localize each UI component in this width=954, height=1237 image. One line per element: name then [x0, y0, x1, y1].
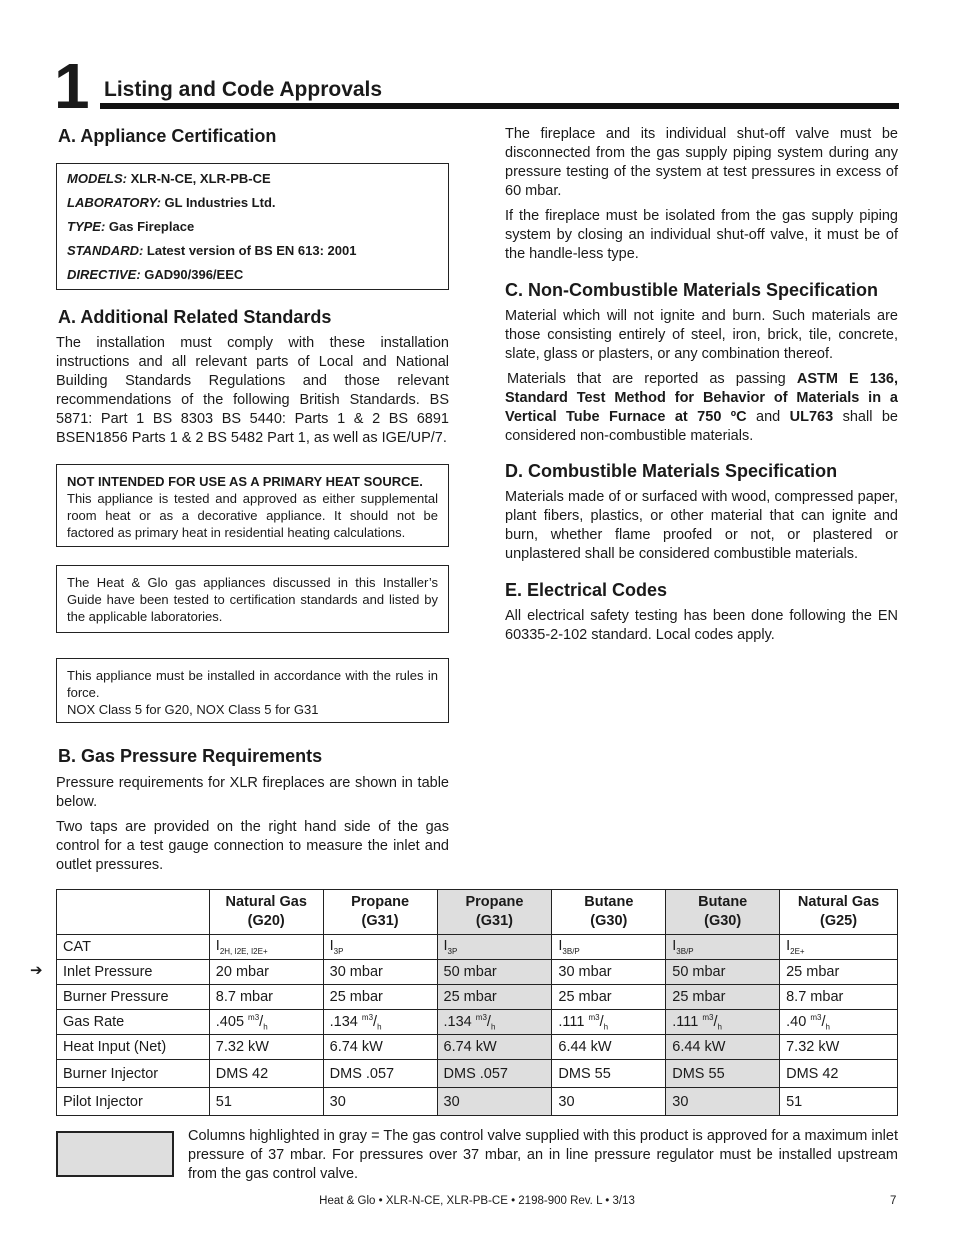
table-cell: $I_{3B/P}$ — [552, 935, 666, 960]
table-cell: DMS 55 — [666, 1060, 780, 1088]
cert-value: GL Industries Ltd. — [160, 195, 276, 210]
gas-pressure-table — [56, 889, 898, 1116]
cert-line — [67, 215, 438, 239]
notice-nox-text: NOX Class 5 for G20, NOX Class 5 for G31 — [67, 702, 319, 717]
column-header — [780, 890, 898, 935]
cert-box — [56, 163, 449, 290]
cert-line — [67, 263, 438, 287]
table-row — [57, 985, 898, 1010]
related-text: The installation must comply with these installation instructions and all relevant parts of Local and National Building Standards Regulations and those relevant recommendations of the following British Standards. BS 5871: Part 1 BS 8303 BS 5440: Parts 1 & 2 BS 6891 BSEN1856 Parts 1 & 2 BS 5482 Part 1, as well as IGE/UP/7. — [56, 335, 449, 446]
cert-label: STANDARD: — [67, 243, 144, 258]
noncomb-heading: C. Non-Combustible Materials Specification — [505, 280, 879, 300]
cert-heading: A. Appliance Certification — [58, 126, 277, 146]
cat-subscript: 3P — [447, 946, 458, 956]
column-header — [666, 890, 780, 935]
table-cell: 50 mbar — [666, 960, 780, 985]
table-cell: 7.32 kW — [780, 1035, 898, 1060]
table-cell: 6.74 kW — [323, 1035, 437, 1060]
rate-unit-top: m3 — [588, 1012, 600, 1022]
column-gas-code: (G25) — [820, 913, 858, 929]
chapter-number: 1 — [54, 50, 88, 122]
cert-value: XLR-N-CE, XLR-PB-CE — [126, 171, 271, 186]
cat-subscript: 2E+ — [790, 946, 805, 956]
table-cell: 7.32 kW — [209, 1035, 323, 1060]
table-cell: 6.74 kW — [437, 1035, 552, 1060]
footer-text: Heat & Glo • XLR-N-CE, XLR-PB-CE • 2198-900 Rev. L • 3/13 — [319, 1195, 635, 1207]
rate-unit-bottom: h — [263, 1022, 268, 1032]
elec-text: All electrical safety testing has been done following the EN 60335-2-102 standard. Local codes apply. — [505, 608, 898, 643]
table-cell: .134 $^{m3}/_h$ — [437, 1010, 552, 1035]
cert-label: TYPE: — [67, 219, 106, 234]
cat-subscript: 3B/P — [676, 946, 694, 956]
rate-unit-top: m3 — [475, 1012, 487, 1022]
cert-value: Gas Fireplace — [105, 219, 195, 234]
table-row — [57, 935, 898, 960]
arrow-icon: ➔ — [30, 962, 43, 979]
rate-unit-top: m3 — [702, 1012, 714, 1022]
gas-text-1: Pressure requirements for XLR fireplaces are shown in table below. — [56, 775, 449, 810]
gas-rate-value: .134 — [443, 1013, 472, 1030]
table-cell: 25 mbar — [780, 960, 898, 985]
rate-unit-bottom: h — [377, 1022, 382, 1032]
table-cell: 30 — [323, 1088, 437, 1116]
page-number: 7 — [890, 1195, 897, 1207]
row-label: Pilot Injector — [57, 1088, 210, 1116]
comb-heading: D. Combustible Materials Specification — [505, 461, 838, 481]
shutoff-text-2: If the fireplace must be isolated from the gas supply piping system by closing an individual shut-off valve, it must be of the handle-less type. — [505, 208, 898, 262]
table-cell: DMS .057 — [437, 1060, 552, 1088]
table-cell: .111 $^{m3}/_h$ — [552, 1010, 666, 1035]
column-gas-code: (G31) — [475, 913, 513, 929]
legend-text: Columns highlighted in gray = The gas control valve supplied with this product is approved for a maximum inlet pressure of 37 mbar. For pressures over 37 mbar, an in line pressure regulator must be installed upstream from the gas control valve. — [188, 1128, 898, 1182]
table-cell: 8.7 mbar — [780, 985, 898, 1010]
rate-unit-top: m3 — [361, 1012, 374, 1022]
cert-label: LABORATORY: — [67, 195, 161, 210]
notice-certification — [56, 565, 449, 633]
table-cell: 51 — [780, 1088, 898, 1116]
table-cell: $I_{3B/P}$ — [666, 935, 780, 960]
notice-certification-text: The Heat & Glo gas appliances discussed in this Installer’s Guide have been tested to certification standards and listed by the applicable laboratories. — [67, 575, 438, 624]
table-cell: 50 mbar — [437, 960, 552, 985]
table-cell: 6.44 kW — [666, 1035, 780, 1060]
row-label: Heat Input (Net) — [57, 1035, 210, 1060]
table-cell: 6.44 kW — [552, 1035, 666, 1060]
table-cell: 30 mbar — [323, 960, 437, 985]
gas-rate-value: .111 — [672, 1013, 699, 1030]
rate-unit-top: m3 — [248, 1012, 260, 1022]
cert-value: Latest version of BS EN 613: 2001 — [143, 243, 357, 258]
row-label: CAT — [57, 935, 210, 960]
cat-subscript: 3B/P — [562, 946, 580, 956]
notice-primary-heat — [56, 464, 449, 547]
cert-label: MODELS: — [67, 171, 127, 186]
table-cell: DMS 42 — [780, 1060, 898, 1088]
column-header — [552, 890, 666, 935]
table-cell: 8.7 mbar — [209, 985, 323, 1010]
table-cell: $I_{3P}$ — [437, 935, 552, 960]
table-cell: 25 mbar — [552, 985, 666, 1010]
shutoff-text-1: The fireplace and its individual shut-off valve must be disconnected from the gas supply piping system during any pressure testing of the system at test pressures in excess of 60 mbar. — [505, 126, 898, 199]
table-cell: 25 mbar — [323, 985, 437, 1010]
cat-subscript: 3P — [333, 946, 344, 956]
table-cell: 30 — [666, 1088, 780, 1116]
notice-installation-text: This appliance must be installed in accordance with the rules in force. — [67, 668, 438, 700]
column-gas-name: Propane — [465, 894, 524, 910]
rate-unit-top: m3 — [810, 1012, 822, 1022]
table-row — [57, 1035, 898, 1060]
elec-heading: E. Electrical Codes — [505, 580, 668, 600]
table-cell: DMS 55 — [552, 1060, 666, 1088]
cert-value: GAD90/396/EEC — [140, 267, 244, 282]
row-label: Burner Pressure — [57, 985, 210, 1010]
gas-rate-value: .405 — [215, 1013, 245, 1030]
gas-rate-value: .111 — [558, 1013, 585, 1030]
cat-subscript: 2H, I2E, I2E+ — [219, 946, 268, 956]
gas-rate-value: .134 — [329, 1013, 358, 1030]
row-label: Gas Rate — [57, 1010, 210, 1035]
table-cell: DMS .057 — [323, 1060, 437, 1088]
rate-unit-bottom: h — [825, 1022, 830, 1032]
table-cell: 30 mbar — [552, 960, 666, 985]
gas-heading: B. Gas Pressure Requirements — [58, 746, 323, 766]
row-label: Inlet Pressure — [57, 960, 210, 985]
gas-rate-value: .40 — [786, 1013, 807, 1030]
table-cell: 30 — [552, 1088, 666, 1116]
table-cell: .40 $^{m3}/_h$ — [780, 1010, 898, 1035]
rate-unit-bottom: h — [717, 1022, 722, 1032]
table-cell: $I_{3P}$ — [323, 935, 437, 960]
column-header — [209, 890, 323, 935]
notice-primary-heat-text: This appliance is tested and approved as either supplemental room heat or as a decorative appliance. It should not be factored as primary heat in residential heating calculations. — [67, 491, 438, 540]
table-cell: $I_{2E+}$ — [780, 935, 898, 960]
notice-primary-heat-title: NOT INTENDED FOR USE AS A PRIMARY HEAT SOURCE. — [67, 474, 423, 489]
table-cell: .111 $^{m3}/_h$ — [666, 1010, 780, 1035]
related-heading: A. Additional Related Standards — [58, 307, 332, 327]
table-cell: 25 mbar — [666, 985, 780, 1010]
table-cell: 20 mbar — [209, 960, 323, 985]
cert-label: DIRECTIVE: — [67, 267, 141, 282]
table-corner-cell — [57, 890, 210, 935]
table-row — [57, 1010, 898, 1035]
table-cell: 30 — [437, 1088, 552, 1116]
cert-line — [67, 239, 438, 263]
column-gas-code: (G30) — [590, 913, 628, 929]
rate-unit-bottom: h — [490, 1022, 496, 1032]
table-cell: .134 $^{m3}/_h$ — [323, 1010, 437, 1035]
table-cell: $I_{2H, I2E, I2E+}$ — [209, 935, 323, 960]
column-gas-name: Natural Gas — [797, 894, 880, 910]
row-label: Burner Injector — [57, 1060, 210, 1088]
column-header — [437, 890, 552, 935]
column-gas-code: (G20) — [247, 913, 285, 929]
column-header — [323, 890, 437, 935]
column-gas-code: (G30) — [704, 913, 742, 929]
rate-unit-bottom: h — [603, 1022, 609, 1032]
noncomb-text-2: Materials that are reported as passing ASTM E 136, Standard Test Method for Behavior of Materials in a Vertical Tube Furnace at 750 ºC and UL763 shall be considered non-combustible materials. — [505, 371, 899, 444]
table-header-row — [57, 890, 898, 935]
notice-installation — [56, 658, 449, 723]
column-gas-code: (G31) — [361, 913, 399, 929]
table-cell: 51 — [209, 1088, 323, 1116]
table-cell: .405 $^{m3}/_h$ — [209, 1010, 323, 1035]
table-cell: 25 mbar — [437, 985, 552, 1010]
comb-text: Materials made of or surfaced with wood, compressed paper, plant fibers, plastics, or other material that can ignite and burn, whether flame proofed or not, or plastered or unplastered shall be considered combustible materials. — [505, 489, 898, 562]
chapter-title: Listing and Code Approvals — [104, 78, 383, 101]
cert-line — [67, 167, 438, 191]
noncomb-text-1: Material which will not ignite and burn. Such materials are those consisting entirely of steel, iron, brick, tile, concrete, slate, glass or plasters, or any combination thereof. — [505, 308, 898, 362]
table-cell: DMS 42 — [209, 1060, 323, 1088]
table-row — [57, 1088, 898, 1116]
header-rule — [100, 103, 899, 109]
table-row — [57, 960, 898, 985]
column-gas-name: Natural Gas — [225, 894, 307, 910]
column-gas-name: Butane — [698, 894, 748, 910]
column-gas-name: Butane — [584, 894, 634, 910]
gas-text-2: Two taps are provided on the right hand side of the gas control for a test gauge connection to measure the inlet and outlet pressures. — [56, 819, 449, 873]
legend-gray-swatch — [56, 1131, 174, 1177]
table-row — [57, 1060, 898, 1088]
column-gas-name: Propane — [351, 894, 410, 910]
cert-line — [67, 191, 438, 215]
